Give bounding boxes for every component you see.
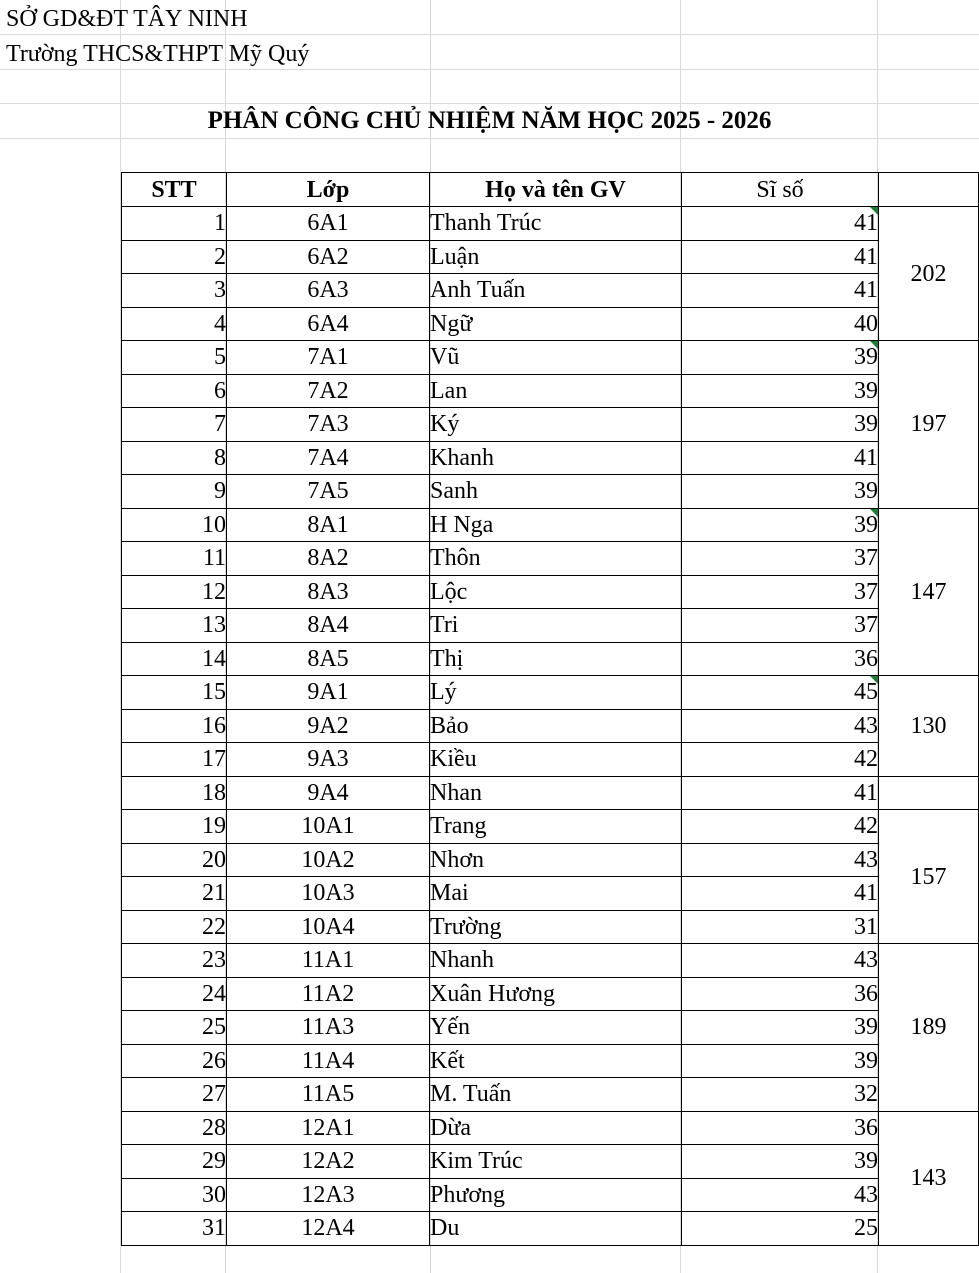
row-number-cell[interactable]: 25 <box>122 1011 227 1045</box>
table-row <box>122 341 979 375</box>
teacher-name-cell[interactable]: M. Tuấn <box>430 1078 682 1112</box>
row-number-cell[interactable]: 10 <box>122 508 227 542</box>
class-size-cell[interactable]: 43 <box>682 709 879 743</box>
row-number-cell[interactable]: 21 <box>122 877 227 911</box>
row-number-cell[interactable]: 13 <box>122 609 227 643</box>
class-cell[interactable]: 9A1 <box>227 676 430 710</box>
row-number-cell[interactable]: 12 <box>122 575 227 609</box>
table-header-row <box>122 173 979 207</box>
row-number-cell[interactable]: 14 <box>122 642 227 676</box>
teacher-name-cell[interactable]: Xuân Hương <box>430 977 682 1011</box>
row-number-cell[interactable]: 22 <box>122 910 227 944</box>
class-cell[interactable]: 11A3 <box>227 1011 430 1045</box>
row-number-cell[interactable]: 5 <box>122 341 227 375</box>
teacher-name-cell[interactable]: Kim Trúc <box>430 1145 682 1179</box>
teacher-name-cell[interactable]: Yến <box>430 1011 682 1045</box>
table-row <box>122 910 979 944</box>
table-row <box>122 977 979 1011</box>
class-size-cell[interactable]: 40 <box>682 307 879 341</box>
class-cell[interactable]: 12A3 <box>227 1178 430 1212</box>
class-cell[interactable]: 8A1 <box>227 508 430 542</box>
teacher-name-cell[interactable]: Khanh <box>430 441 682 475</box>
row-number-cell[interactable]: 1 <box>122 207 227 241</box>
grade-total-cell[interactable]: 197 <box>879 341 979 509</box>
class-size-cell[interactable]: 43 <box>682 843 879 877</box>
grade-total-cell[interactable]: 189 <box>879 944 979 1112</box>
table-row <box>122 676 979 710</box>
teacher-name-cell[interactable]: Tri <box>430 609 682 643</box>
class-cell[interactable]: 7A1 <box>227 341 430 375</box>
teacher-name-cell[interactable]: Ngữ <box>430 307 682 341</box>
teacher-name-cell[interactable]: Mai <box>430 877 682 911</box>
class-cell[interactable]: 6A2 <box>227 240 430 274</box>
class-cell[interactable]: 9A4 <box>227 776 430 810</box>
class-size-cell[interactable]: 39 <box>682 1044 879 1078</box>
teacher-name-cell[interactable]: Kết <box>430 1044 682 1078</box>
class-size-cell[interactable]: 39 <box>682 341 879 375</box>
class-size-cell[interactable]: 41 <box>682 240 879 274</box>
class-size-cell[interactable]: 41 <box>682 274 879 308</box>
class-cell[interactable]: 10A1 <box>227 810 430 844</box>
row-number-cell[interactable]: 29 <box>122 1145 227 1179</box>
table-row <box>122 508 979 542</box>
teacher-name-cell[interactable]: Nhan <box>430 776 682 810</box>
row-number-cell[interactable]: 9 <box>122 475 227 509</box>
teacher-name-cell[interactable]: Kiều <box>430 743 682 777</box>
class-size-cell[interactable]: 36 <box>682 977 879 1011</box>
teacher-name-cell[interactable]: Trường <box>430 910 682 944</box>
class-cell[interactable]: 12A2 <box>227 1145 430 1179</box>
class-cell[interactable]: 9A3 <box>227 743 430 777</box>
class-size-cell[interactable]: 41 <box>682 776 879 810</box>
row-number-cell[interactable]: 11 <box>122 542 227 576</box>
teacher-name-cell[interactable]: Luận <box>430 240 682 274</box>
table-row <box>122 609 979 643</box>
class-size-cell[interactable]: 39 <box>682 374 879 408</box>
grade-total-cell[interactable]: 147 <box>879 508 979 676</box>
table-row <box>122 1212 979 1246</box>
class-cell[interactable]: 11A4 <box>227 1044 430 1078</box>
class-cell[interactable]: 11A2 <box>227 977 430 1011</box>
column-header-teacher[interactable]: Họ và tên GV <box>430 173 682 207</box>
class-cell[interactable]: 7A3 <box>227 408 430 442</box>
grade-total-cell[interactable] <box>879 776 979 810</box>
teacher-name-cell[interactable]: Bảo <box>430 709 682 743</box>
grade-total-cell[interactable]: 157 <box>879 810 979 944</box>
teacher-name-cell[interactable]: Nhơn <box>430 843 682 877</box>
row-number-cell[interactable]: 27 <box>122 1078 227 1112</box>
teacher-name-cell[interactable]: Trang <box>430 810 682 844</box>
class-size-cell[interactable]: 31 <box>682 910 879 944</box>
class-size-cell[interactable]: 42 <box>682 743 879 777</box>
teacher-name-cell[interactable]: Dừa <box>430 1111 682 1145</box>
row-number-cell[interactable]: 24 <box>122 977 227 1011</box>
class-size-cell[interactable]: 39 <box>682 408 879 442</box>
table-row <box>122 642 979 676</box>
class-size-cell[interactable]: 32 <box>682 1078 879 1112</box>
row-number-cell[interactable]: 8 <box>122 441 227 475</box>
table-row <box>122 441 979 475</box>
homeroom-table <box>121 172 979 1246</box>
row-number-cell[interactable]: 28 <box>122 1111 227 1145</box>
class-size-cell[interactable]: 41 <box>682 877 879 911</box>
class-size-cell[interactable]: 39 <box>682 475 879 509</box>
class-cell[interactable]: 9A2 <box>227 709 430 743</box>
table-row <box>122 1178 979 1212</box>
teacher-name-cell[interactable]: H Nga <box>430 508 682 542</box>
class-cell[interactable]: 8A4 <box>227 609 430 643</box>
row-number-cell[interactable]: 31 <box>122 1212 227 1246</box>
table-row <box>122 207 979 241</box>
row-number-cell[interactable]: 7 <box>122 408 227 442</box>
table-row <box>122 709 979 743</box>
class-cell[interactable]: 10A4 <box>227 910 430 944</box>
table-row <box>122 1145 979 1179</box>
teacher-name-cell[interactable]: Ký <box>430 408 682 442</box>
class-cell[interactable]: 6A4 <box>227 307 430 341</box>
row-number-cell[interactable]: 26 <box>122 1044 227 1078</box>
teacher-name-cell[interactable]: Thanh Trúc <box>430 207 682 241</box>
class-size-cell[interactable]: 37 <box>682 542 879 576</box>
table-row <box>122 542 979 576</box>
class-cell[interactable]: 6A1 <box>227 207 430 241</box>
class-cell[interactable]: 8A2 <box>227 542 430 576</box>
class-size-cell[interactable]: 36 <box>682 1111 879 1145</box>
row-number-cell[interactable]: 2 <box>122 240 227 274</box>
table-row <box>122 776 979 810</box>
class-size-cell[interactable]: 41 <box>682 207 879 241</box>
row-number-cell[interactable]: 3 <box>122 274 227 308</box>
table-row <box>122 1111 979 1145</box>
class-cell[interactable]: 7A4 <box>227 441 430 475</box>
table-row <box>122 374 979 408</box>
school-name: Trường THCS&THPT Mỹ Quý <box>6 41 310 67</box>
class-cell[interactable]: 12A1 <box>227 1111 430 1145</box>
class-cell[interactable]: 10A3 <box>227 877 430 911</box>
table-row <box>122 1078 979 1112</box>
row-number-cell[interactable]: 18 <box>122 776 227 810</box>
class-cell[interactable]: 11A5 <box>227 1078 430 1112</box>
table-row <box>122 1011 979 1045</box>
table-row <box>122 843 979 877</box>
teacher-name-cell[interactable]: Phương <box>430 1178 682 1212</box>
table-row <box>122 240 979 274</box>
class-cell[interactable]: 11A1 <box>227 944 430 978</box>
grade-total-cell[interactable]: 143 <box>879 1111 979 1245</box>
row-number-cell[interactable]: 23 <box>122 944 227 978</box>
teacher-name-cell[interactable]: Sanh <box>430 475 682 509</box>
class-size-cell[interactable]: 37 <box>682 575 879 609</box>
row-number-cell[interactable]: 20 <box>122 843 227 877</box>
row-number-cell[interactable]: 15 <box>122 676 227 710</box>
teacher-name-cell[interactable]: Lộc <box>430 575 682 609</box>
teacher-name-cell[interactable]: Thị <box>430 642 682 676</box>
department-name: SỞ GD&ĐT TÂY NINH <box>6 6 248 32</box>
class-size-cell[interactable]: 25 <box>682 1212 879 1246</box>
row-number-cell[interactable]: 16 <box>122 709 227 743</box>
column-header-stt[interactable]: STT <box>122 173 227 207</box>
class-size-cell[interactable]: 39 <box>682 508 879 542</box>
class-size-cell[interactable]: 37 <box>682 609 879 643</box>
row-number-cell[interactable]: 19 <box>122 810 227 844</box>
table-row <box>122 1044 979 1078</box>
table-row <box>122 274 979 308</box>
class-cell[interactable]: 10A2 <box>227 843 430 877</box>
class-size-cell[interactable]: 43 <box>682 944 879 978</box>
table-row <box>122 475 979 509</box>
teacher-name-cell[interactable]: Nhanh <box>430 944 682 978</box>
teacher-name-cell[interactable]: Vũ <box>430 341 682 375</box>
teacher-name-cell[interactable]: Lan <box>430 374 682 408</box>
row-number-cell[interactable]: 4 <box>122 307 227 341</box>
table-row <box>122 307 979 341</box>
class-size-cell[interactable]: 45 <box>682 676 879 710</box>
class-cell[interactable]: 12A4 <box>227 1212 430 1246</box>
table-row <box>122 877 979 911</box>
row-number-cell[interactable]: 30 <box>122 1178 227 1212</box>
class-size-cell[interactable]: 43 <box>682 1178 879 1212</box>
page-title: PHÂN CÔNG CHỦ NHIỆM NĂM HỌC 2025 - 2026 <box>207 107 772 134</box>
table-row <box>122 810 979 844</box>
row-number-cell[interactable]: 17 <box>122 743 227 777</box>
grade-total-cell[interactable]: 130 <box>879 676 979 777</box>
class-cell[interactable]: 6A3 <box>227 274 430 308</box>
teacher-name-cell[interactable]: Anh Tuấn <box>430 274 682 308</box>
grade-total-cell[interactable]: 202 <box>879 207 979 341</box>
column-header-total[interactable] <box>879 173 979 207</box>
column-header-class[interactable]: Lớp <box>227 173 430 207</box>
teacher-name-cell[interactable]: Du <box>430 1212 682 1246</box>
class-size-cell[interactable]: 39 <box>682 1145 879 1179</box>
class-cell[interactable]: 7A2 <box>227 374 430 408</box>
class-cell[interactable]: 8A5 <box>227 642 430 676</box>
row-number-cell[interactable]: 6 <box>122 374 227 408</box>
class-cell[interactable]: 7A5 <box>227 475 430 509</box>
class-size-cell[interactable]: 39 <box>682 1011 879 1045</box>
class-size-cell[interactable]: 36 <box>682 642 879 676</box>
teacher-name-cell[interactable]: Thôn <box>430 542 682 576</box>
class-cell[interactable]: 8A3 <box>227 575 430 609</box>
class-size-cell[interactable]: 42 <box>682 810 879 844</box>
column-header-class-size[interactable]: Sĩ số <box>682 173 879 207</box>
table-row <box>122 743 979 777</box>
class-size-cell[interactable]: 41 <box>682 441 879 475</box>
table-row <box>122 408 979 442</box>
teacher-name-cell[interactable]: Lý <box>430 676 682 710</box>
table-row <box>122 944 979 978</box>
table-row <box>122 575 979 609</box>
